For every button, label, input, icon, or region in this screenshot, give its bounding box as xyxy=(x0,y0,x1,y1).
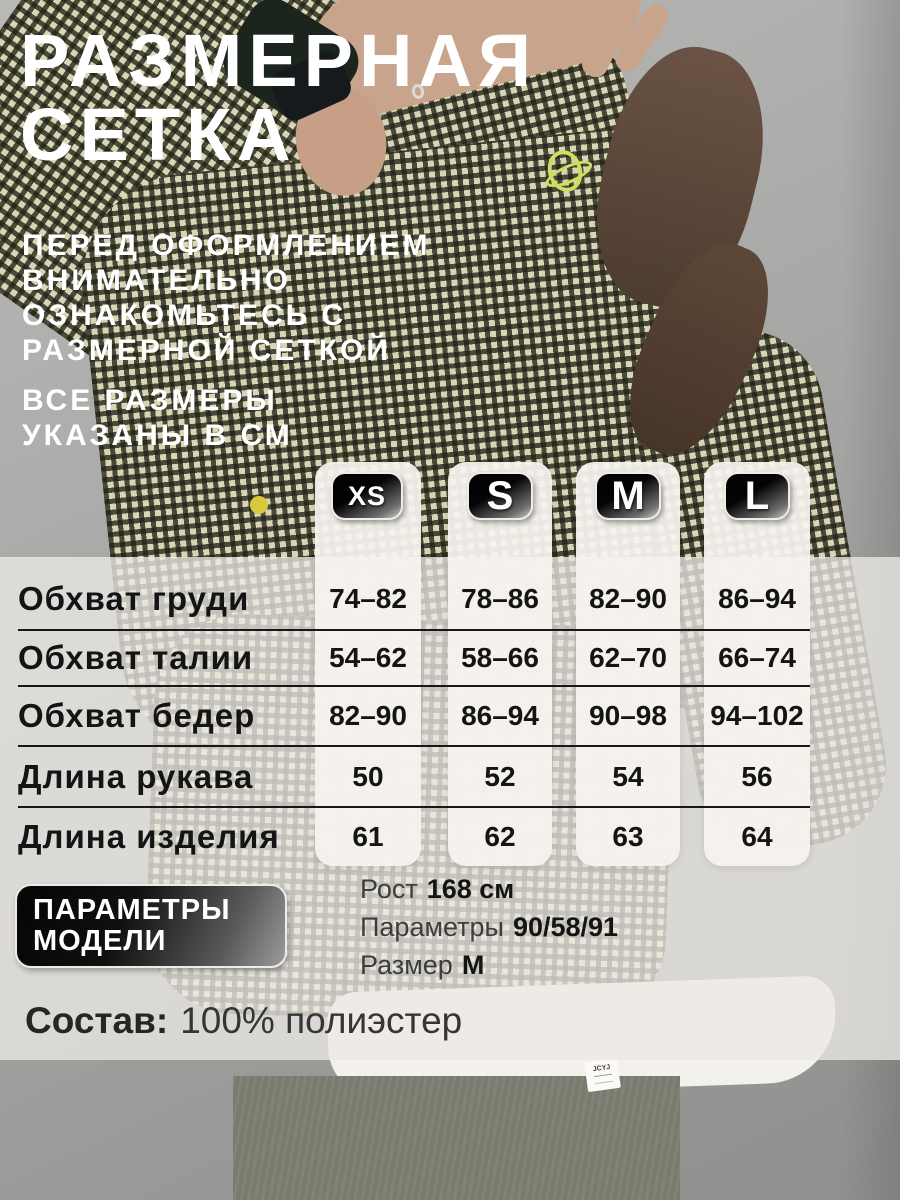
size-value: 50 xyxy=(352,760,384,792)
size-value: 82–90 xyxy=(589,582,667,614)
intro-line: ВНИМАТЕЛЬНО xyxy=(22,264,292,297)
row-separator xyxy=(18,745,810,747)
size-value: 54–62 xyxy=(329,642,407,673)
photo-jacket-button xyxy=(250,496,268,514)
size-value: 86–94 xyxy=(461,700,539,731)
row-label: Обхват груди xyxy=(18,579,250,617)
size-value: 56 xyxy=(741,760,773,792)
size-value: 90–98 xyxy=(589,700,667,731)
units-line: ВСЕ РАЗМЕРЫ xyxy=(22,384,278,417)
model-param-value: 90/58/91 xyxy=(512,912,619,942)
model-param-label: Параметры xyxy=(360,912,504,942)
size-value: 82–90 xyxy=(329,700,407,731)
composition-line xyxy=(25,1000,462,1042)
size-value: 62 xyxy=(484,820,516,852)
table-row xyxy=(0,567,810,630)
row-separator xyxy=(18,806,810,808)
model-param xyxy=(360,874,618,902)
size-value: 63 xyxy=(612,820,644,852)
size-value: 52 xyxy=(484,760,516,792)
size-badge-label: S xyxy=(486,473,514,518)
composition-value: 100% полиэстер xyxy=(180,1000,463,1041)
size-badge-label: XS xyxy=(347,480,387,511)
model-param-label: Размер xyxy=(360,950,453,980)
page-title-line1: РАЗМЕРНАЯ xyxy=(20,19,538,102)
model-param-value: M xyxy=(461,950,485,980)
row-label: Обхват бедер xyxy=(18,697,256,734)
table-row xyxy=(0,630,810,686)
size-value: 62–70 xyxy=(589,642,667,673)
intro xyxy=(22,228,430,368)
row-label: Длина рукава xyxy=(18,757,254,795)
size-badge-label: L xyxy=(744,473,770,518)
row-separator xyxy=(18,685,810,687)
size-value: 66–74 xyxy=(718,642,796,673)
size-value: 86–94 xyxy=(718,582,796,614)
photo-jeans xyxy=(233,1076,680,1200)
size-value: 94–102 xyxy=(710,700,804,731)
model-param-label: Рост xyxy=(360,874,418,904)
page-title-line2: СЕТКА xyxy=(20,93,297,176)
model-param xyxy=(360,950,618,978)
model-params-badge xyxy=(15,884,287,968)
size-value: 78–86 xyxy=(461,582,539,614)
row-label: Обхват талии xyxy=(18,639,254,676)
intro-line: ПЕРЕД ОФОРМЛЕНИЕМ xyxy=(22,229,431,262)
units xyxy=(22,383,293,453)
size-badge-l xyxy=(724,472,790,520)
size-value: 58–66 xyxy=(461,642,539,673)
photo-shirt-tag: JCYJ xyxy=(584,1058,621,1092)
page-title xyxy=(20,19,538,176)
size-value: 54 xyxy=(612,760,644,792)
size-badge-xs xyxy=(331,472,403,520)
size-value: 74–82 xyxy=(329,582,407,614)
units-line: УКАЗАНЫ В СМ xyxy=(22,419,293,452)
size-badge-label: M xyxy=(611,473,645,518)
size-badge-s xyxy=(467,472,533,520)
model-params-badge-line1: ПАРАМЕТРЫ xyxy=(33,894,231,926)
composition-label: Состав: xyxy=(25,1000,169,1041)
table-row xyxy=(0,686,810,746)
row-label: Длина изделия xyxy=(18,817,280,855)
intro-line: ОЗНАКОМЬТЕСЬ С xyxy=(22,299,347,332)
table-row xyxy=(0,746,810,807)
size-value: 64 xyxy=(741,820,773,852)
model-params-badge-line2: МОДЕЛИ xyxy=(33,925,167,957)
size-value: 61 xyxy=(352,820,384,852)
model-param-value: 168 см xyxy=(426,874,515,904)
table-row xyxy=(0,807,810,866)
model-params-list xyxy=(360,874,618,988)
size-badge-m xyxy=(595,472,661,520)
row-separator xyxy=(18,629,810,631)
intro-line: РАЗМЕРНОЙ СЕТКОЙ xyxy=(22,334,391,367)
model-param xyxy=(360,912,618,940)
